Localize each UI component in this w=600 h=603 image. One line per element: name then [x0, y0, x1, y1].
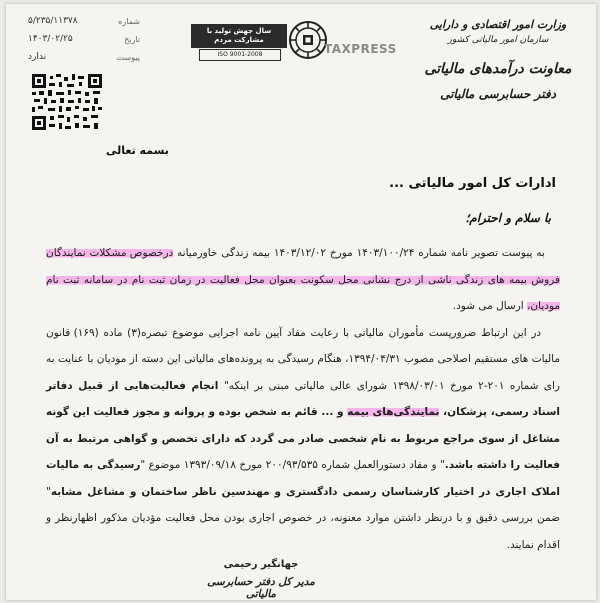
letter-page	[6, 4, 596, 600]
iso-label: ISO 9001-2008	[199, 49, 281, 61]
office-name: دفتر حسابرسی مالیاتی	[440, 87, 556, 101]
qr-code-icon	[32, 74, 102, 130]
body-paragraph-1	[46, 240, 560, 320]
letter-date: ۱۴۰۳/۰۲/۲۵	[28, 34, 73, 44]
body-text: " و مفاد دستورالعمل شماره ۲۰۰/۹۳/۵۳۵ مورخ ۱۳۹۳/۰۹/۱۸ موضوع "	[140, 459, 445, 471]
bold-text: رسیدگی به مالیات املاک اجاری در اختیار کارشناسان رسمی دادگستری و مهندسین ناظر ساختمان و مشاغل مشابه	[46, 459, 560, 498]
taxpress-watermark: TAXPRESS	[324, 42, 397, 56]
addressee-line: ادارات کل امور مالیاتی ...	[389, 176, 556, 191]
greeting-line: با سلام و احترام؛	[465, 211, 551, 225]
bold-text: انجام فعالیت‌هایی از قبیل دفاتر اسناد رسمی، پزشکان،	[46, 379, 560, 418]
letter-date-row	[28, 30, 140, 48]
body-text: در این ارتباط ضرورپست مأموران مالیاتی با رعایت مفاد آیین نامه اجرایی موضوع تبصره(۳) ماده (۱۶۹) قانون مالیات های مستقیم اصلاحی مصوب ۱۳۹۴/۰۴/۳۱، هنگام رسیدگی به پرونده‌های مالیاتی این دسته از مودیان با عنایت به رای شماره ۲۰۱-۲ مورخ ۱۳۹۸/۰۳/۰۱ شورای عالی مالیاتی مبنی بر اینکه"	[46, 326, 561, 392]
number-label: شماره	[118, 16, 140, 26]
letter-number: ۵/۲۳۵/۱۱۳۷۸	[28, 16, 78, 26]
body-text: به پیوست تصویر نامه شماره ۱۴۰۳/۱۰۰/۲۴ مورخ ۱۴۰۳/۱۲/۰۲ بیمه زندگی خاورمیانه	[173, 247, 545, 259]
tax-organization-emblem-icon	[288, 20, 328, 60]
bold-text: و ... قائم به شخص بوده و پروانه و مجوز فعالیت این گونه مشاغل از سوی مراجع مربوط به نام شخصی صادر می گردد که دارای تخصص و گواهی مرتبط به آن فعالیت را داشته باشد.	[46, 406, 560, 471]
attachment-value: ندارد	[28, 52, 47, 62]
highlighted-bold-text: نمایندگی‌های بیمه	[347, 406, 440, 418]
signatory-name: جهانگیر رحیمی	[223, 559, 299, 570]
letter-body	[46, 240, 560, 558]
attachment-label: پیوست	[116, 52, 140, 62]
attachment-row	[28, 48, 140, 66]
body-text: " ضمن بررسی دقیق و با درنظر داشتن موارد معنونه، در خصوص اجاری بودن محل فعالیت مؤدیان مذکور اظهارنظر و اقدام نمایند.	[46, 485, 560, 551]
ministry-header	[418, 16, 578, 101]
slogan-banner: سال جهش تولید با مشارکت مردم	[191, 24, 287, 48]
date-label: تاریخ	[124, 34, 140, 44]
signatory-title: مدیر کل دفتر حسابرسی مالیاتی	[207, 576, 315, 600]
body-paragraph-2	[46, 320, 560, 559]
letter-number-row	[28, 12, 140, 30]
highlighted-text: درخصوص مشکلات نمایندگان فروش بیمه های زندگی ناشی از درج نشانی محل سکونت بعنوان محل فعالیت در زمان ثبت نام در سامانه ثبت نام مودیان،	[46, 247, 560, 312]
letter-meta	[28, 12, 140, 66]
organization-name: سازمان امور مالیاتی کشور	[447, 35, 549, 45]
ministry-name: وزارت امور اقتصادی و دارایی	[429, 18, 567, 31]
signature-block	[196, 559, 326, 600]
body-text: ارسال می شود.	[452, 300, 528, 312]
department-name: معاونت درآمدهای مالیاتی	[424, 61, 572, 77]
basmala-heading: بسمه تعالی	[106, 144, 169, 157]
